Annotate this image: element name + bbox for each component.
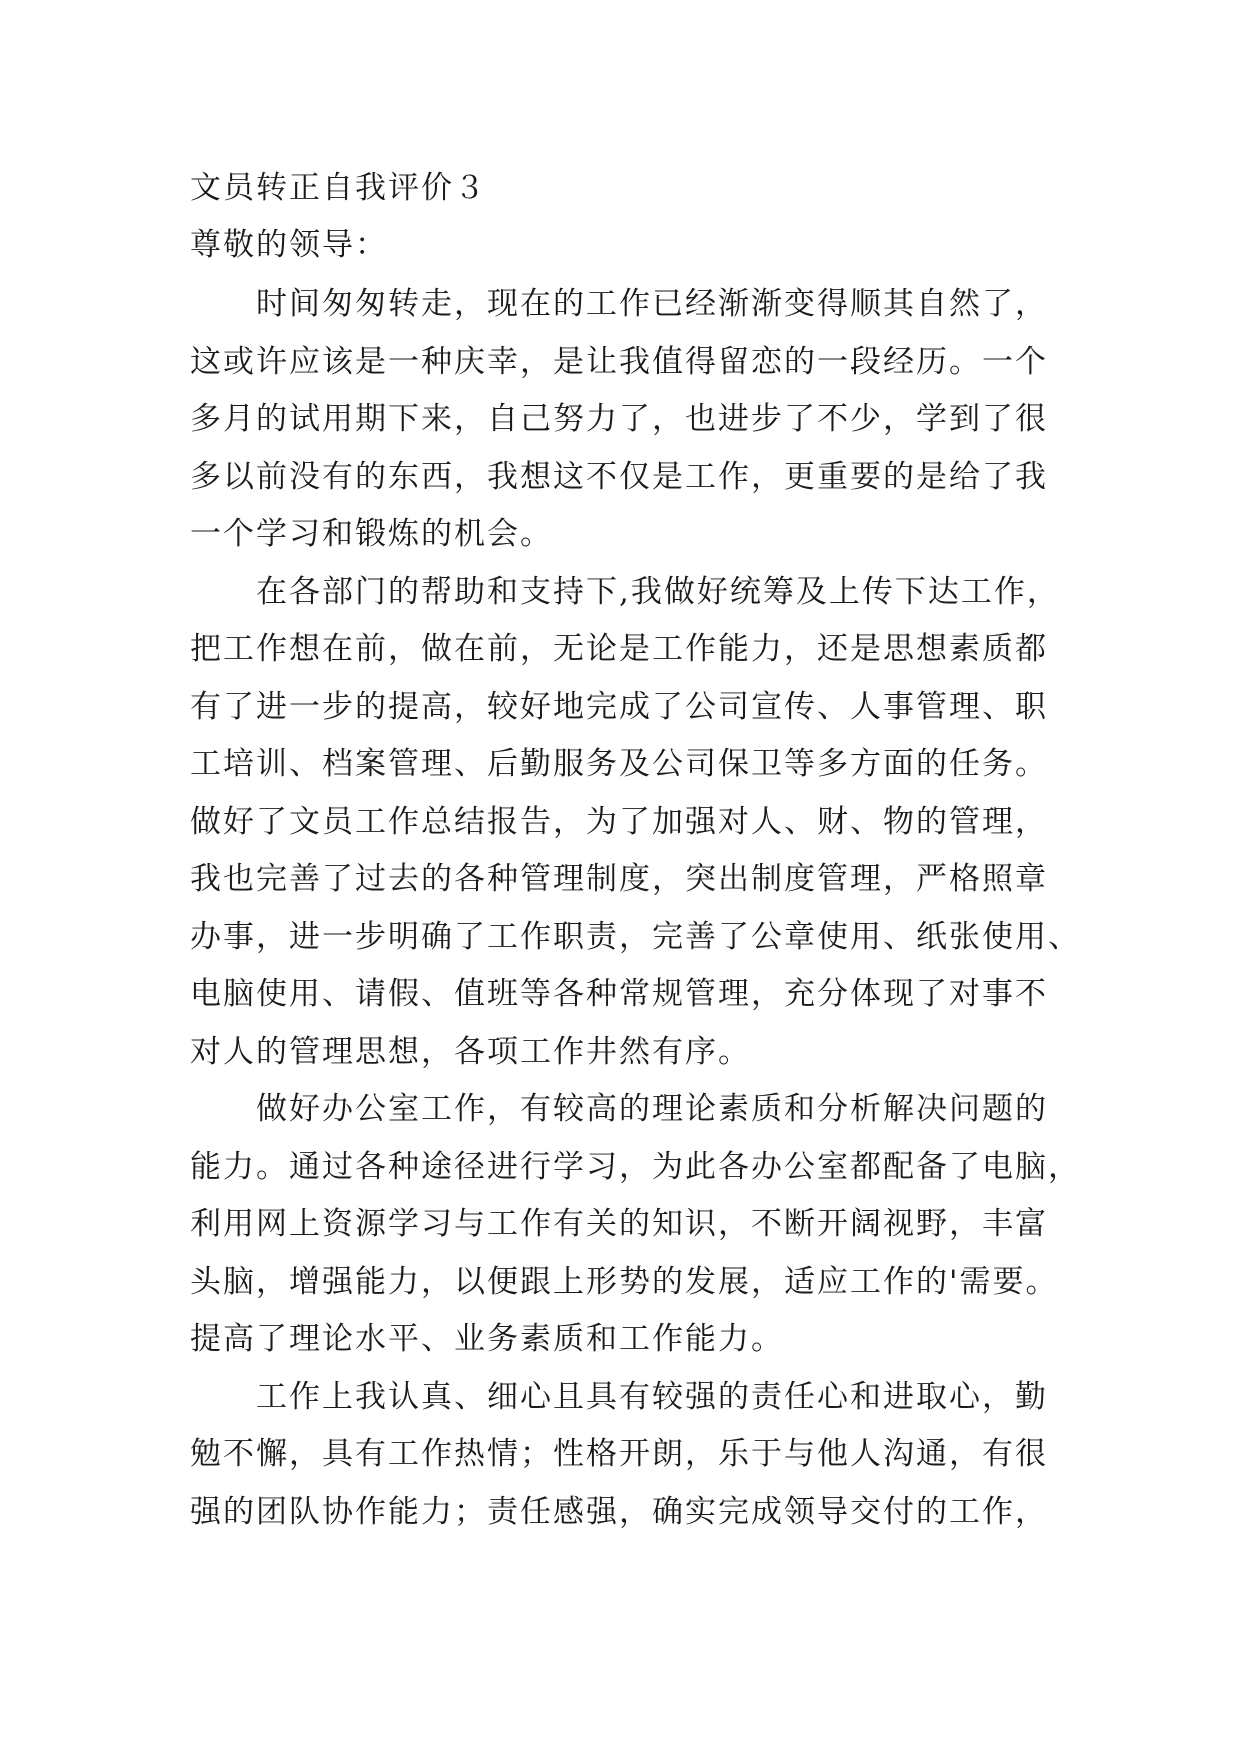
paragraph-line: 工作上我认真、细心且具有较强的责任心和进取心，勤 (256, 1378, 1048, 1415)
paragraph-line: 多以前没有的东西，我想这不仅是工作，更重要的是给了我 (190, 458, 1048, 495)
paragraph-2 (190, 564, 1081, 1082)
document-title: 文员转正自我评价３ (190, 170, 487, 206)
paragraph-line: 这或许应该是一种庆幸，是让我值得留恋的一段经历。一个 (190, 343, 1048, 380)
paragraph-line: 多月的试用期下来，自己努力了，也进步了不少，学到了很 (190, 401, 1048, 437)
paragraph-line: 头脑，增强能力，以便跟上形势的发展，适应工作的'需要。 (190, 1263, 1059, 1300)
paragraph-line: 勉不懈，具有工作热情；性格开朗，乐于与他人沟通，有很 (190, 1436, 1048, 1472)
paragraph-line: 有了进一步的提高，较好地完成了公司宣传、人事管理、职 (190, 688, 1048, 725)
paragraph-3 (190, 1081, 1081, 1369)
paragraph-4 (190, 1369, 1070, 1542)
document-body (190, 162, 1081, 1541)
paragraph-line: 能力。通过各种途径进行学习，为此各办公室都配备了电脑， (190, 1148, 1081, 1185)
paragraph-line: 时间匆匆转走，现在的工作已经渐渐变得顺其自然了， (256, 286, 1048, 322)
paragraph-line: 提高了理论水平、业务素质和工作能力。 (190, 1321, 784, 1357)
paragraph-line: 做好办公室工作，有较高的理论素质和分析解决问题的 (256, 1091, 1048, 1127)
paragraph-line: 在各部门的帮助和支持下,我做好统筹及上传下达工作， (256, 573, 1060, 610)
paragraph-line: 利用网上资源学习与工作有关的知识，不断开阔视野，丰富 (190, 1206, 1048, 1242)
paragraph-line: 我也完善了过去的各种管理制度，突出制度管理，严格照章 (190, 861, 1048, 897)
paragraph-line: 把工作想在前，做在前，无论是工作能力，还是思想素质都 (190, 631, 1048, 667)
salutation: 尊敬的领导： (190, 227, 388, 263)
paragraph-line: 做好了文员工作总结报告，为了加强对人、财、物的管理， (190, 803, 1048, 840)
paragraph-line: 强的团队协作能力；责任感强，确实完成领导交付的工作， (190, 1493, 1048, 1530)
paragraph-line: 工培训、档案管理、后勤服务及公司保卫等多方面的任务。 (190, 746, 1048, 782)
paragraph-line: 一个学习和锻炼的机会。 (190, 516, 553, 552)
paragraph-line: 对人的管理思想，各项工作井然有序。 (190, 1033, 751, 1070)
paragraph-1 (190, 276, 1070, 564)
paragraph-line: 办事，进一步明确了工作职责，完善了公章使用、纸张使用、 (190, 918, 1081, 955)
paragraph-line: 电脑使用、请假、值班等各种常规管理，充分体现了对事不 (190, 976, 1048, 1012)
